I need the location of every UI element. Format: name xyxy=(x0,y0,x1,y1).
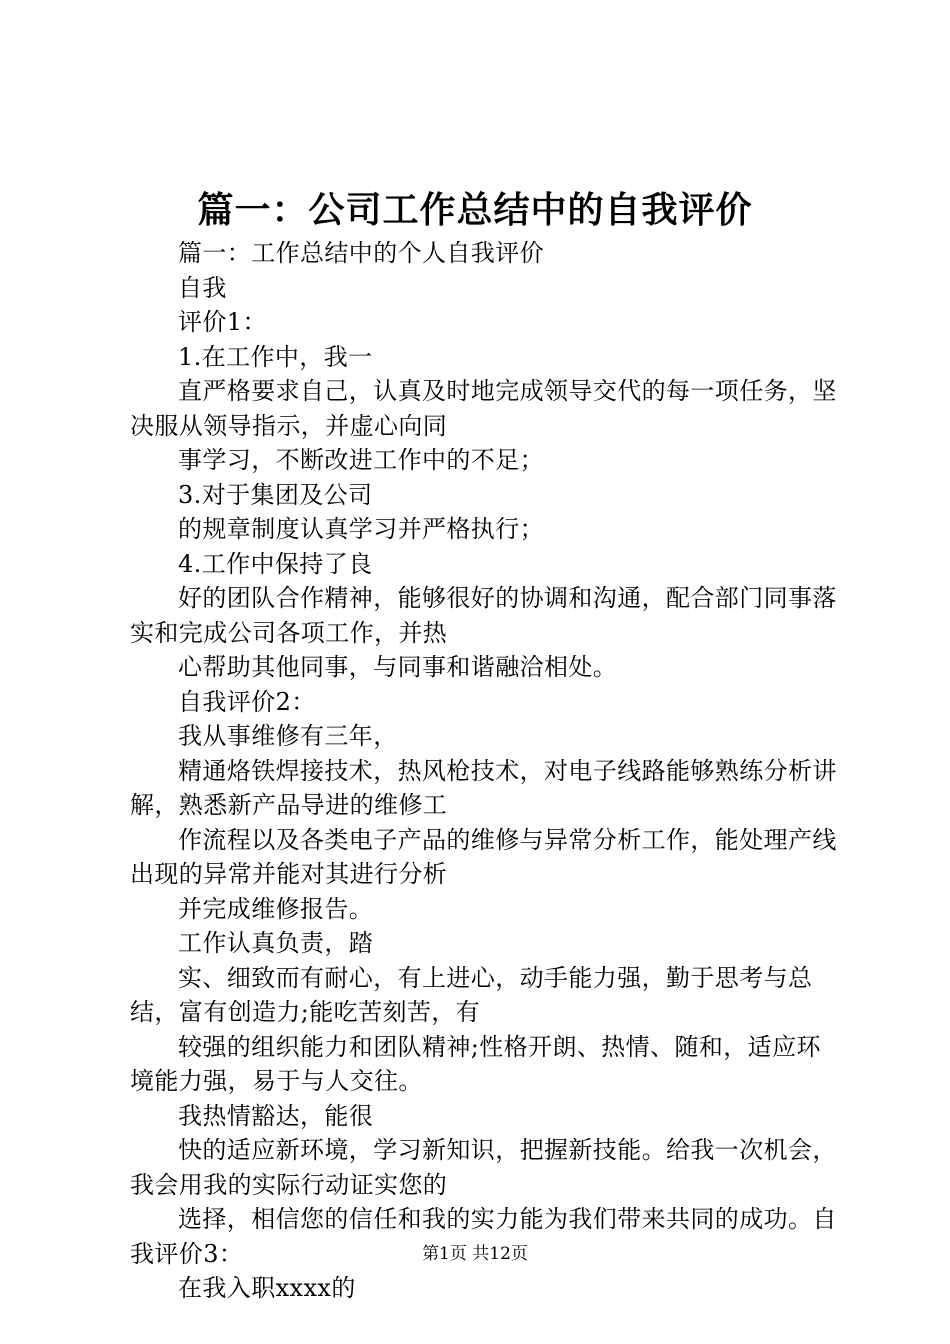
paragraph: 我热情豁达，能很 xyxy=(178,1101,374,1130)
paragraph: 3.对于集团及公司 xyxy=(178,480,373,509)
paragraph: 事学习，不断改进工作中的不足； xyxy=(178,446,544,474)
document-title: 篇一：公司工作总结中的自我评价 xyxy=(197,189,753,231)
paragraph: 快的适应新环境，学习新知识，把握新技能。给我一次机会，我会用我的实际行动证实您的 xyxy=(130,1136,837,1199)
paragraph: 并完成维修报告。 xyxy=(178,894,374,923)
paragraph: 4.工作中保持了良 xyxy=(178,549,373,578)
paragraph: 作流程以及各类电子产品的维修与异常分析工作，能处理产线出现的异常并能对其进行分析 xyxy=(130,825,837,888)
paragraph: 篇一：工作总结中的个人自我评价 xyxy=(178,239,544,267)
paragraph: 精通烙铁焊接技术，热风枪技术，对电子线路能够熟练分析讲解，熟悉新产品导进的维修工 xyxy=(130,756,837,819)
paragraph: 1.在工作中，我一 xyxy=(178,342,373,371)
page-footer: 第1页 共12页 xyxy=(422,1244,528,1264)
paragraph: 自我评价2： xyxy=(178,687,316,716)
document-body xyxy=(130,236,840,1306)
paragraph: 实、细致而有耐心，有上进心，动手能力强，勤于思考与总结，富有创造力;能吃苦刻苦，有 xyxy=(130,963,813,1026)
paragraph: 较强的组织能力和团队精神;性格开朗、热情、随和，适应环境能力强，易于与人交往。 xyxy=(130,1032,821,1095)
paragraph: 工作认真负责，踏 xyxy=(178,929,374,957)
paragraph: 直严格要求自己，认真及时地完成领导交代的每一项任务，坚决服从领导指示，并虚心向同 xyxy=(130,377,837,440)
paragraph: 心帮助其他同事，与同事和谐融洽相处。 xyxy=(178,653,618,681)
paragraph: 我从事维修有三年， xyxy=(178,722,398,750)
paragraph: 自我 xyxy=(178,273,227,302)
paragraph: 的规章制度认真学习并严格执行； xyxy=(178,515,544,543)
paragraph: 好的团队合作精神，能够很好的协调和沟通，配合部门同事落实和完成公司各项工作，并热 xyxy=(130,584,837,647)
paragraph: 选择，相信您的信任和我的实力能为我们带来共同的成功。自我评价3： xyxy=(130,1205,837,1268)
paragraph: 在我入职xxxx的 xyxy=(178,1274,356,1302)
paragraph: 评价1： xyxy=(178,308,267,336)
